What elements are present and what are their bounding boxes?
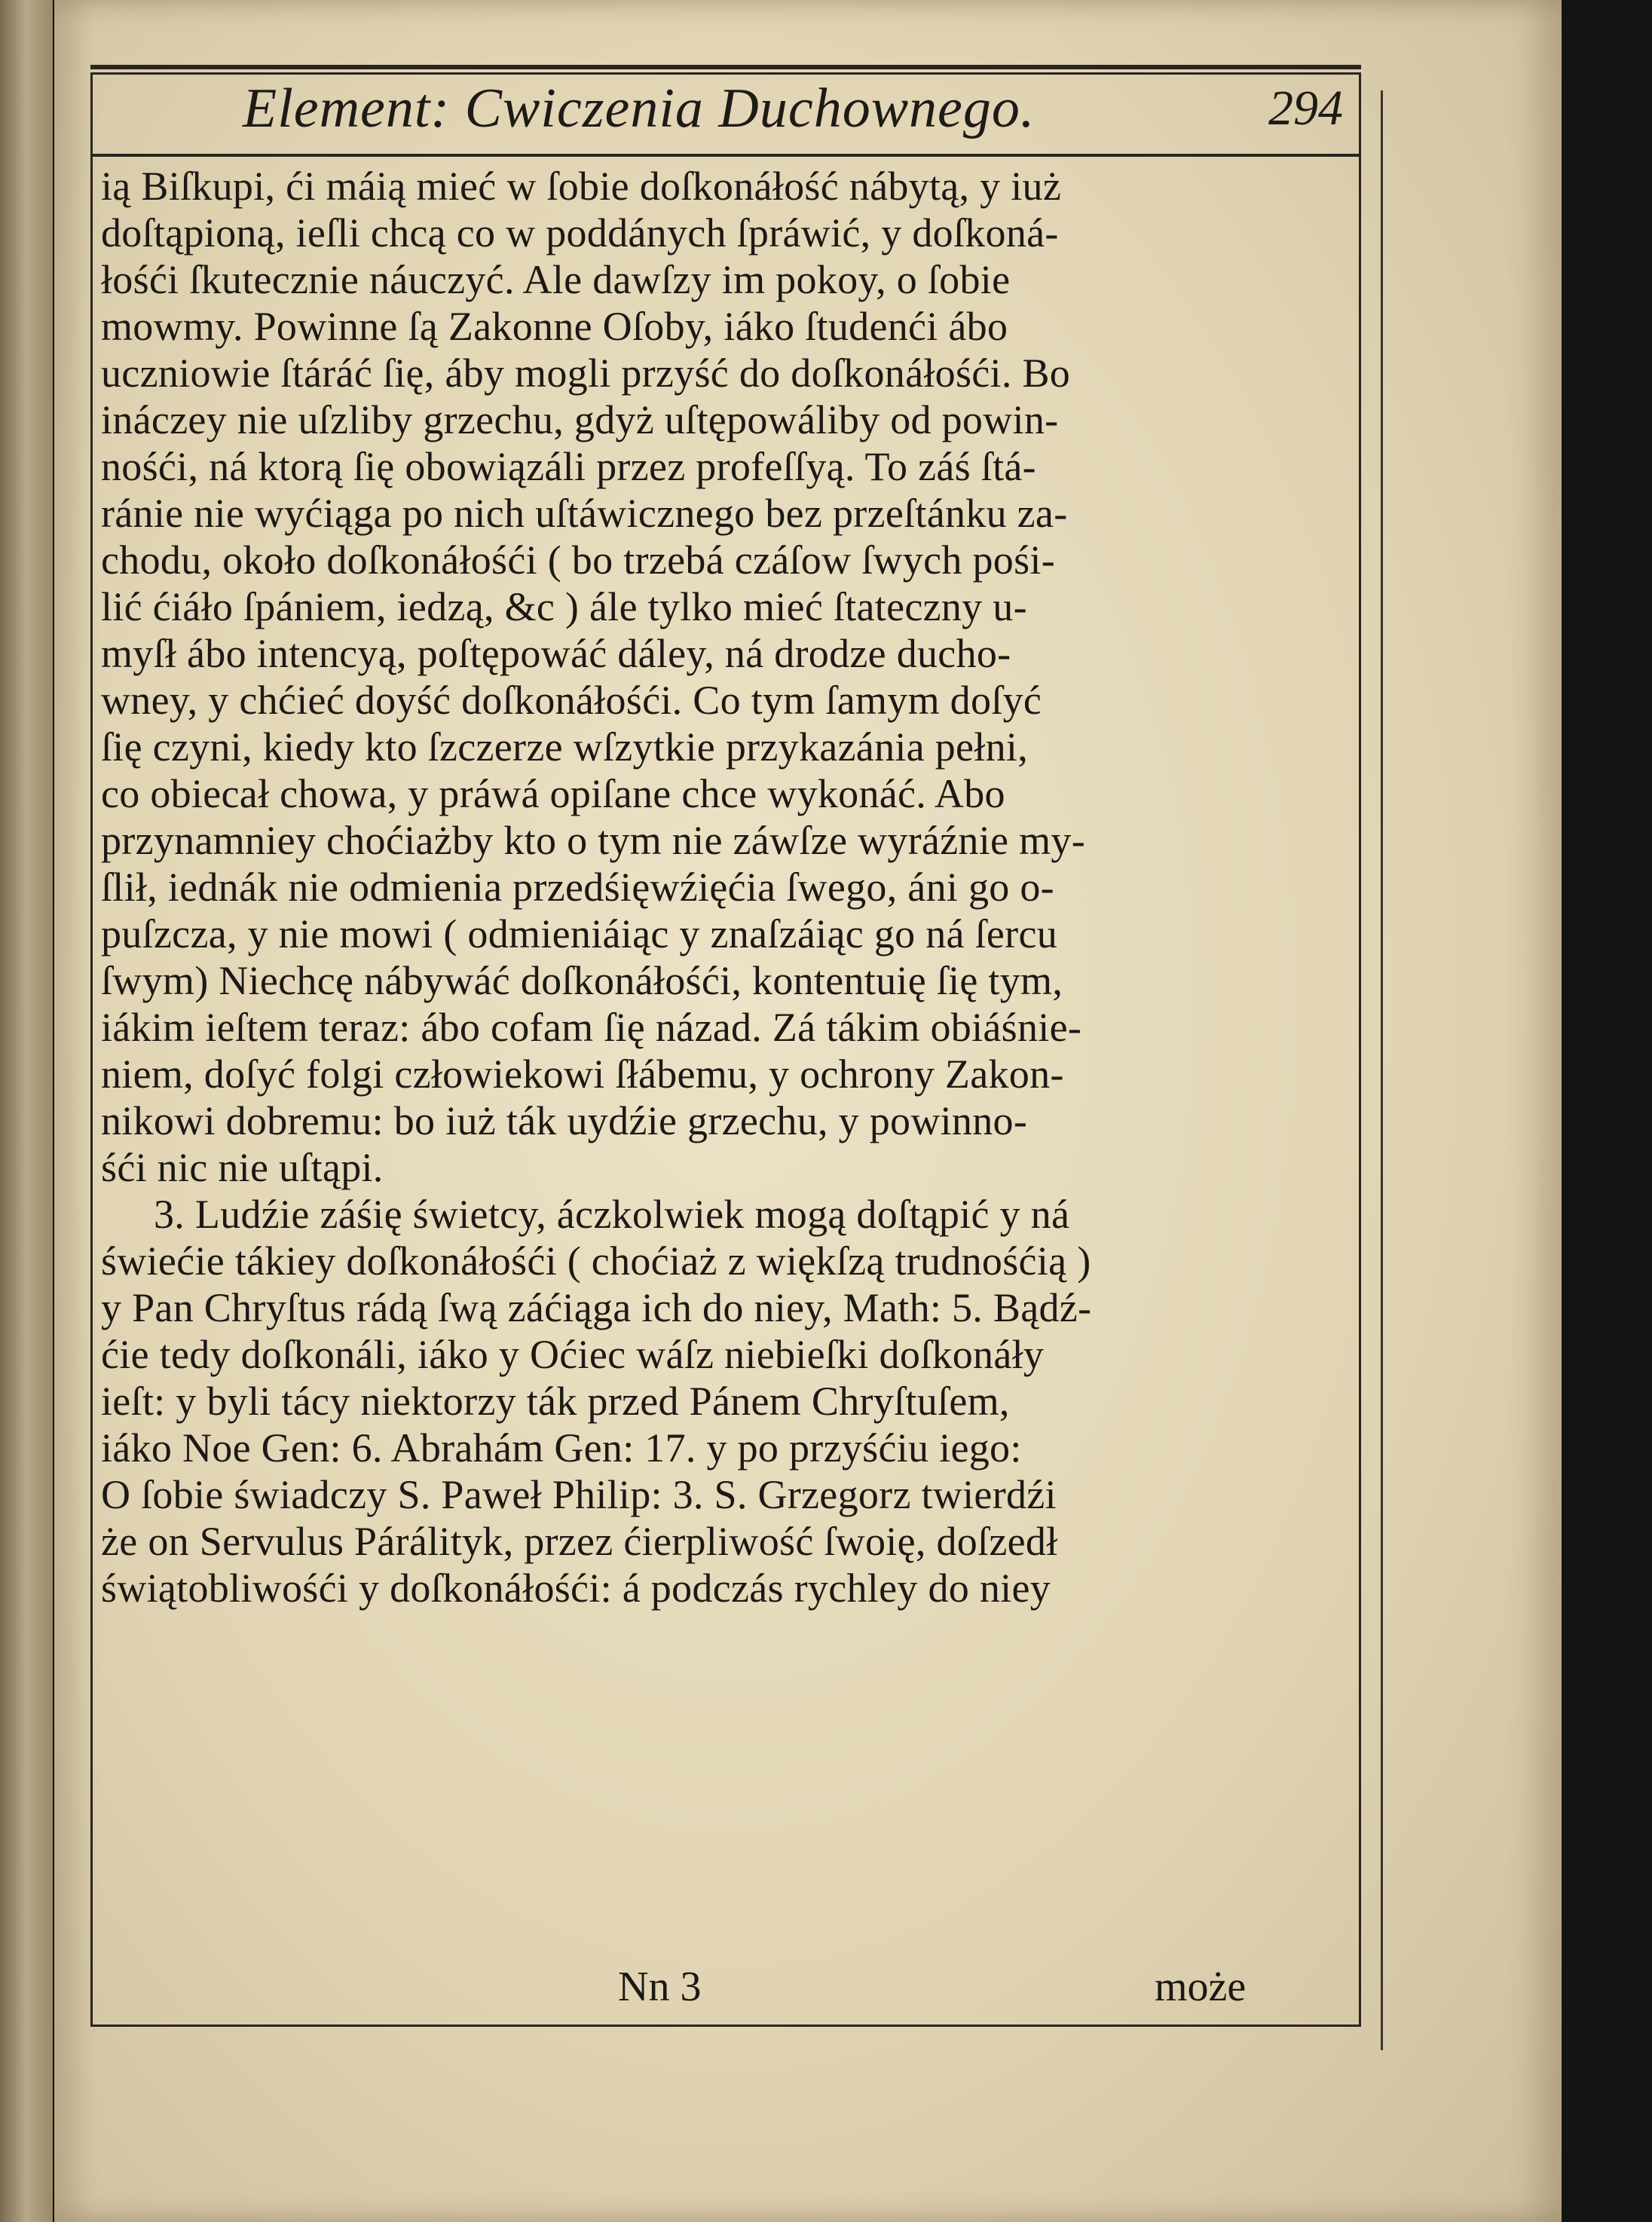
- facing-page-edge: [0, 0, 53, 2222]
- text-line: ſwym) Niechcę nábywáć doſkonáłośći, kontentuię ſię tym,: [101, 958, 1063, 1003]
- page-footer: [54, 1957, 1381, 2017]
- text-line: iáko Noe Gen: 6. Abrahám Gen: 17. y po przyśćiu iego:: [101, 1425, 1022, 1471]
- signature-mark: Nn 3: [618, 1963, 702, 2010]
- text-line: lić ćiáło ſpániem, iedzą, &c ) ále tylko mieć ſtateczny u-: [101, 584, 1027, 629]
- text-line: myſł ábo intencyą, poſtępowáć dáley, ná drodze ducho-: [101, 631, 1011, 676]
- text-line: uczniowie ſtáráć ſię, áby mogli przyść do doſkonáłośći. Bo: [101, 350, 1071, 396]
- bottom-rule: [90, 2025, 1361, 2027]
- paragraph-start-line: 3. Ludźie záśię świetcy, áczkolwiek mogą doſtąpić y ná: [154, 1192, 1070, 1237]
- text-line: ináczey nie uſzliby grzechu, gdyż uſtępowáliby od powin-: [101, 397, 1059, 442]
- text-line: niem, doſyć folgi człowiekowi ſłábemu, y ochrony Zakon-: [101, 1051, 1064, 1097]
- top-rule: [90, 65, 1361, 69]
- text-line: łośći ſkutecznie náuczyć. Ale dawſzy im pokoy, o ſobie: [101, 257, 1011, 302]
- text-line: chodu, około doſkonáłośći ( bo trzebá czáſow ſwych pośi-: [101, 537, 1055, 583]
- text-line: mowmy. Powinne ſą Zakonne Oſoby, iáko ſtudenći ábo: [101, 304, 1008, 349]
- page-number: 294: [1268, 81, 1343, 136]
- page-header: [145, 71, 1351, 146]
- header-rule: [90, 154, 1361, 157]
- text-line: ſię czyni, kiedy kto ſzczerze wſzytkie przykazánia pełni,: [101, 724, 1029, 770]
- outer-margin-line: [1381, 90, 1383, 2050]
- text-line: że on Servulus Párálityk, przez ćierpliwość ſwoię, doſzedł: [101, 1519, 1058, 1564]
- text-line: puſzcza, y nie mowi ( odmieniáiąc y znaſzáiąc go ná ſercu: [101, 911, 1058, 956]
- text-line: nośći, ná ktorą ſię obowiązáli przez profeſſyą. To záś ſtá-: [101, 444, 1036, 489]
- text-line: ćie tedy doſkonáli, iáko y Oćiec wáſz niebieſki doſkonáły: [101, 1332, 1045, 1377]
- text-line: ią Biſkupi, ći máią mieć w ſobie doſkonáłość nábytą, y iuż: [101, 164, 1062, 209]
- text-line: doſtąpioną, ieſli chcą co w poddánych ſpráwić, y doſkoná-: [101, 210, 1059, 256]
- text-line: iákim ieſtem teraz: ábo cofam ſię názad. Zá tákim obiáśnie-: [101, 1005, 1082, 1050]
- text-line: co obiecał chowa, y práwá opiſane chce wykonáć. Abo: [101, 771, 1005, 816]
- catchword: może: [1155, 1963, 1247, 2010]
- text-line: ieſt: y byli tácy niektorzy ták przed Pánem Chryſtuſem,: [101, 1379, 1010, 1424]
- text-line: O ſobie świadczy S. Paweł Philip: 3. S. Grzegorz twierdźi: [101, 1472, 1057, 1517]
- text-line: śći nic nie uſtąpi.: [101, 1145, 384, 1190]
- text-line: y Pan Chryſtus rádą ſwą záćiąga ich do niey, Math: 5. Bądź-: [101, 1285, 1092, 1330]
- text-line: wney, y chćieć doyść doſkonáłośći. Co tym ſamym doſyć: [101, 678, 1042, 723]
- book-page: [54, 0, 1562, 2222]
- body-text: [101, 163, 1352, 1611]
- running-title: Element: Cwiczenia Duchownego.: [243, 78, 1036, 139]
- text-line: świećie tákiey doſkonáłośći ( choćiaż z więkſzą trudnośćią ): [101, 1238, 1091, 1284]
- text-line: ránie nie wyćiąga po nich uſtáwicznego bez przeſtánku za-: [101, 491, 1068, 536]
- text-line: nikowi dobremu: bo iuż ták uydźie grzechu, y powinno-: [101, 1098, 1028, 1143]
- text-line: ſlił, iednák nie odmienia przedśięwźięćia ſwego, áni go o-: [101, 865, 1054, 910]
- text-line: przynamniey choćiażby kto o tym nie záwſze wyráźnie my-: [101, 818, 1085, 863]
- text-line: świątobliwośći y doſkonáłośći: á podczás rychley do niey: [101, 1566, 1051, 1611]
